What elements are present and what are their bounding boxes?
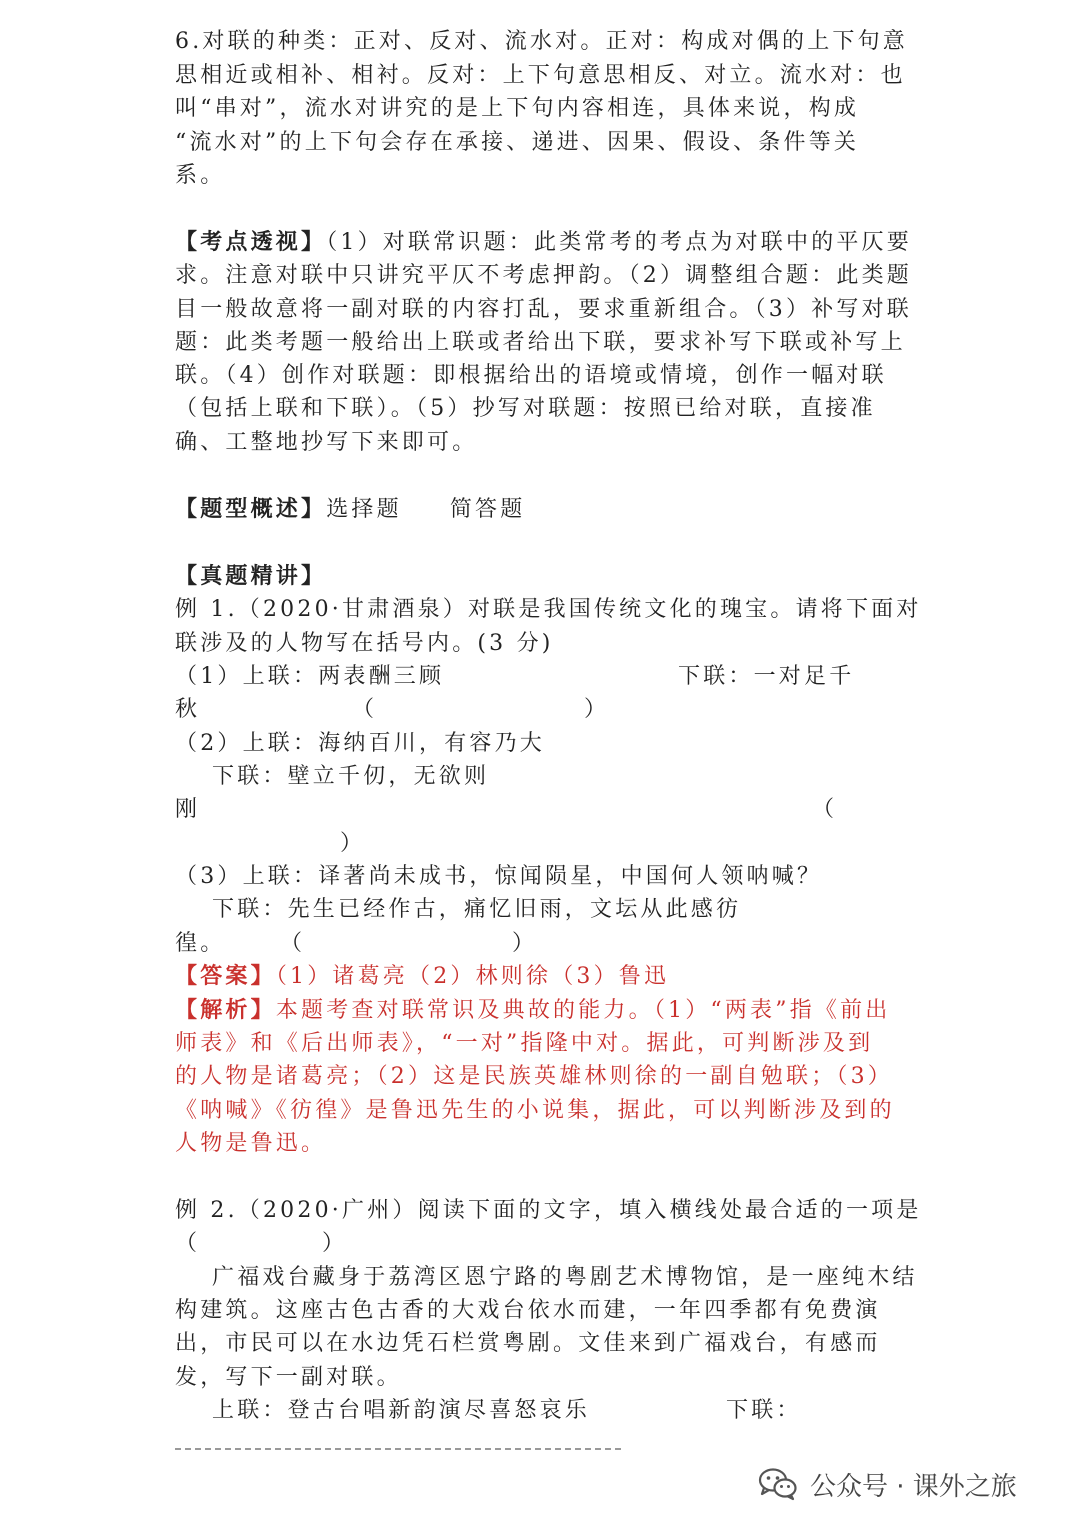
example2-para-line-1: 广福戏台藏身于荔湾区恩宁路的粤剧艺术博物馆，是一座纯木结 [212, 1265, 918, 1290]
example1-answer [175, 960, 669, 993]
kaodian-label: 【考点透视】 [175, 229, 327, 255]
wechat-icon [758, 1467, 798, 1501]
example1-analysis-line-5: 人物是鲁迅。 [175, 1131, 327, 1156]
analysis-label: 【解析】 [175, 997, 276, 1023]
example1-q3-lower: 下联：先生已经作古，痛忆旧雨，文坛从此感彷 [212, 897, 742, 922]
example1-analysis-line-3: 的人物是诸葛亮；（2）这是民族英雄林则徐的一副自勉联；（3） [175, 1064, 893, 1089]
example1-line-1: 例 1.（2020·甘肃酒泉）对联是我国传统文化的瑰宝。请将下面对 [175, 597, 922, 622]
example1-q2-tail: 刚 [175, 797, 201, 822]
example1-q3-tail: 徨。 [175, 931, 226, 956]
section6-line-5: 系。 [175, 163, 226, 188]
example1-q1-upper: （1）上联：两表酬三顾 [175, 664, 445, 689]
watermark [758, 1462, 1017, 1506]
section6-line-2: 思相近或相补、相衬。反对：上下句意思相反、对立。流水对：也 [175, 63, 906, 88]
example2-para-line-4: 发，写下一副对联。 [175, 1365, 402, 1390]
example1-q2-paren-close: ） [340, 831, 366, 856]
zhenti-label: 【真题精讲】 [175, 563, 327, 589]
example2-para-line-2: 构建筑。这座古色古香的大戏台依水而建，一年四季都有免费演 [175, 1298, 881, 1323]
kaodian-line-3: 目一般故意将一副对联的内容打乱，要求重新组合。（3）补写对联 [175, 297, 912, 322]
example1-q3-upper: （3）上联：译著尚未成书，惊闻陨星，中国何人领呐喊？ [175, 864, 823, 889]
kaodian-line-6: （包括上联和下联）。（5）抄写对联题：按照已给对联，直接准 [175, 396, 876, 421]
example1-q2-paren-open: （ [812, 797, 838, 822]
kaodian-line-5: 联。（4）创作对联题：即根据给出的语境或情境，创作一幅对联 [175, 363, 887, 388]
example1-q1-paren-close: ） [584, 697, 610, 722]
example1-line-2: 联涉及的人物写在括号内。(3 分) [175, 631, 554, 656]
tixing-line [175, 493, 525, 526]
analysis-text-1: 本题考查对联常识及典故的能力。（1）“两表”指《前出 [275, 998, 891, 1023]
example2-paren-close: ） [322, 1231, 348, 1256]
example2-paren-open: （ [175, 1231, 201, 1256]
kaodian-line-7: 确、工整地抄写下来即可。 [175, 430, 478, 455]
kaodian-text-1: （1）对联常识题：此类常考的考点为对联中的平仄要 [326, 230, 913, 255]
example2-para-line-3: 出，市民可以在水边凭石栏赏粤剧。文佳来到广福戏台，有感而 [175, 1331, 881, 1356]
watermark-text: 公众号 · 课外之旅 [810, 1471, 1017, 1502]
example1-q3-paren-open: （ [280, 931, 306, 956]
example1-analysis-line-4: 《呐喊》《彷徨》是鲁迅先生的小说集，据此，可以判断涉及到的 [175, 1098, 895, 1123]
example1-q1-lower: 下联：一对足千 [678, 664, 855, 689]
tixing-type-2: 简答题 [449, 497, 526, 522]
section6-line-3: 叫“串对”，流水对讲究的是上下句内容相连，具体来说，构成 [175, 96, 860, 121]
section6-line-4: “流水对”的上下句会存在承接、递进、因果、假设、条件等关 [175, 130, 860, 155]
example1-analysis-line-1 [175, 994, 891, 1027]
example1-q1-paren-open: （ [352, 697, 378, 722]
kaodian-line-1 [175, 226, 912, 259]
tixing-type-1: 选择题 [326, 497, 402, 522]
example2-line-1: 例 2.（2020·广州）阅读下面的文字，填入横线处最合适的一项是 [175, 1198, 922, 1223]
kaodian-line-2: 求。注意对联中只讲究平仄不考虑押韵。（2）调整组合题：此类题 [175, 263, 912, 288]
example1-q1-tail: 秋 [175, 697, 201, 722]
answer-blank-line [175, 1448, 621, 1450]
example1-analysis-line-2: 师表》和《后出师表》，“一对”指隆中对。据此，可判断涉及到 [175, 1031, 874, 1056]
kaodian-line-4: 题：此类考题一般给出上联或者给出下联，要求补写下联或补写上 [175, 330, 906, 355]
answer-label: 【答案】 [175, 963, 276, 989]
example1-q2-lower: 下联：壁立千仞，无欲则 [212, 764, 490, 789]
example2-upper: 上联：登古台唱新韵演尽喜怒哀乐 [212, 1398, 591, 1423]
example2-lower: 下联： [726, 1398, 802, 1423]
section6-line-1: 6.对联的种类：正对、反对、流水对。正对：构成对偶的上下句意 [175, 29, 908, 54]
answer-text: （1）诸葛亮（2）林则徐（3）鲁迅 [275, 964, 670, 989]
example1-q3-paren-close: ） [512, 931, 538, 956]
tixing-label: 【题型概述】 [175, 496, 327, 522]
example1-q2-upper: （2）上联：海纳百川，有容乃大 [175, 731, 545, 756]
